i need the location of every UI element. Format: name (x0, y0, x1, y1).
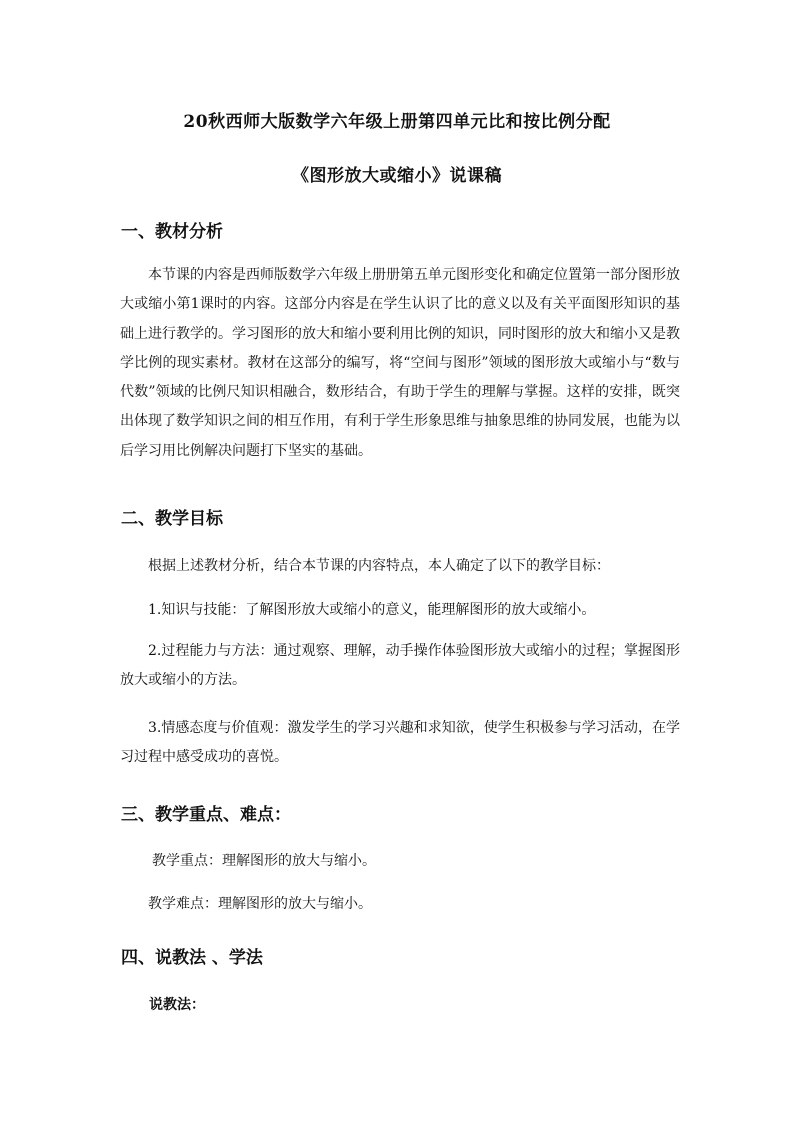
paragraph: 教学难点：理解图形的放大与缩小。 (148, 896, 372, 912)
paragraph: 根据上述教材分析，结合本节课的内容特点，本人确定了以下的教学目标： (148, 558, 610, 574)
section-heading: 四、说教法 、学法 (121, 948, 263, 968)
document-title: 20秋西师大版数学六年级上册第四单元比和按比例分配 (183, 112, 611, 132)
paragraph: 本节课的内容是西师版数学六年级上册册第五单元图形变化和确定位置第一部分图形放大或缩小第1课时的内容。这部分内容是在学生认识了比的意义以及有关平面图形知识的基础上进行教学的。学习图形的放大和缩小要利用比例的知识，同时图形的放大和缩小又是教学比例的现实素材。教材在这部分的编写，将“空间与图形”领域的图形放大或缩小与“数与代数”领域的比例尺知识相融合，数形结合，有助于学生的理解与掌握。这样的安排，既突出体现了数学知识之间的相互作用，有利于学生形象思维与抽象思维的协同发展，也能为以后学习用比例解决问题打下坚实的基础。 (120, 267, 680, 459)
list-item: 1.知识与技能：了解图形放大或缩小的意义，能理解图形的放大或缩小。 (148, 602, 596, 618)
section-heading: 三、教学重点、难点： (121, 805, 291, 825)
section-heading: 一、教材分析 (121, 222, 223, 242)
paragraph: 教学重点：理解图形的放大与缩小。 (152, 853, 376, 869)
section-heading: 二、教学目标 (121, 509, 223, 529)
document-subtitle: 《图形放大或缩小》说课稿 (292, 166, 502, 186)
list-item: 3.情感态度与价值观：激发学生的学习兴趣和求知欲，使学生积极参与学习活动，在学习过程中感受成功的喜悦。 (120, 720, 680, 766)
subsection-heading: 说教法： (149, 997, 205, 1013)
list-item: 2.过程能力与方法：通过观察、理解，动手操作体验图形放大或缩小的过程；掌握图形放大或缩小的方法。 (120, 643, 680, 689)
